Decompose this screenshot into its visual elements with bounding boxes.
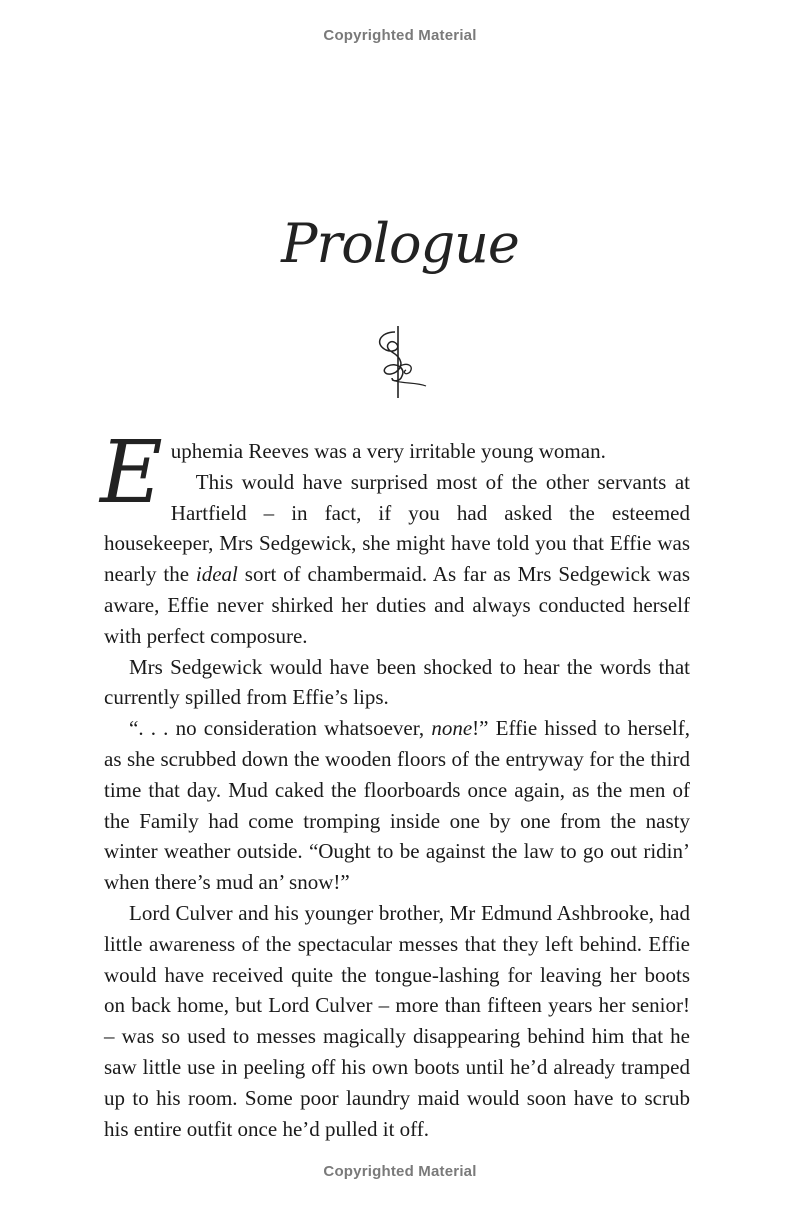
paragraph-3 — [104, 713, 690, 898]
paragraph-1 — [100, 423, 691, 652]
copyright-watermark-bottom: Copyrighted Material — [323, 1163, 477, 1180]
copyright-watermark-top: Copyrighted Material — [323, 27, 477, 44]
paragraph-1-end: sort of chambermaid. As far as Mrs Sedgewick was aware, Effie never shirked her duties and always conducted herself with perfect composure. — [104, 562, 691, 648]
paragraph-3-end: !” Effie hissed to herself, as she scrubbed down the wooden floors of the entryway for the third time that day. Mud caked the floorboards once again, as the men of the Family had come tromping inside one by one from the nasty winter weather outside. “Ought to be against the law to go out ridin’ when there’s mud an’ snow!” — [104, 716, 690, 895]
emphasis-none: none — [431, 716, 473, 741]
emphasis-ideal: ideal — [195, 562, 238, 587]
paragraph-1-body — [104, 467, 690, 652]
paragraph-4: Lord Culver and his younger brother, Mr Edmund Ashbrooke, had little awareness of the spectacular messes that they left behind. Effie would have received quite the tongue-lashing for leaving her boots on back home, but Lord Culver – more than fifteen years her senior! – was so used to messes magically disappearing behind him that he saw little use in peeling off his own boots until he’d already tramped up to his room. Some poor laundry maid would soon have to scrub his entire outfit once he’d pulled it off. — [104, 900, 690, 1141]
prologue-text — [100, 423, 691, 1144]
paragraph-3-start: “. . . no consideration whatsoever, — [129, 716, 432, 741]
chapter-title: Prologue — [281, 212, 519, 275]
paragraph-1-first-line: uphemia Reeves was a very irritable young woman. — [170, 439, 606, 463]
drop-cap: E — [100, 423, 163, 523]
paragraph-2: Mrs Sedgewick would have been shocked to hear the words that currently spilled from Effie’s lips. — [104, 654, 690, 710]
fleuron-ornament-icon — [362, 322, 432, 402]
paragraph-1-text: This would have surprised most of the other servants at Hartfield – in fact, if you had asked the esteemed housekeeper, Mrs Sedgewick, she might have told you that Effie was nearly the — [104, 469, 690, 587]
